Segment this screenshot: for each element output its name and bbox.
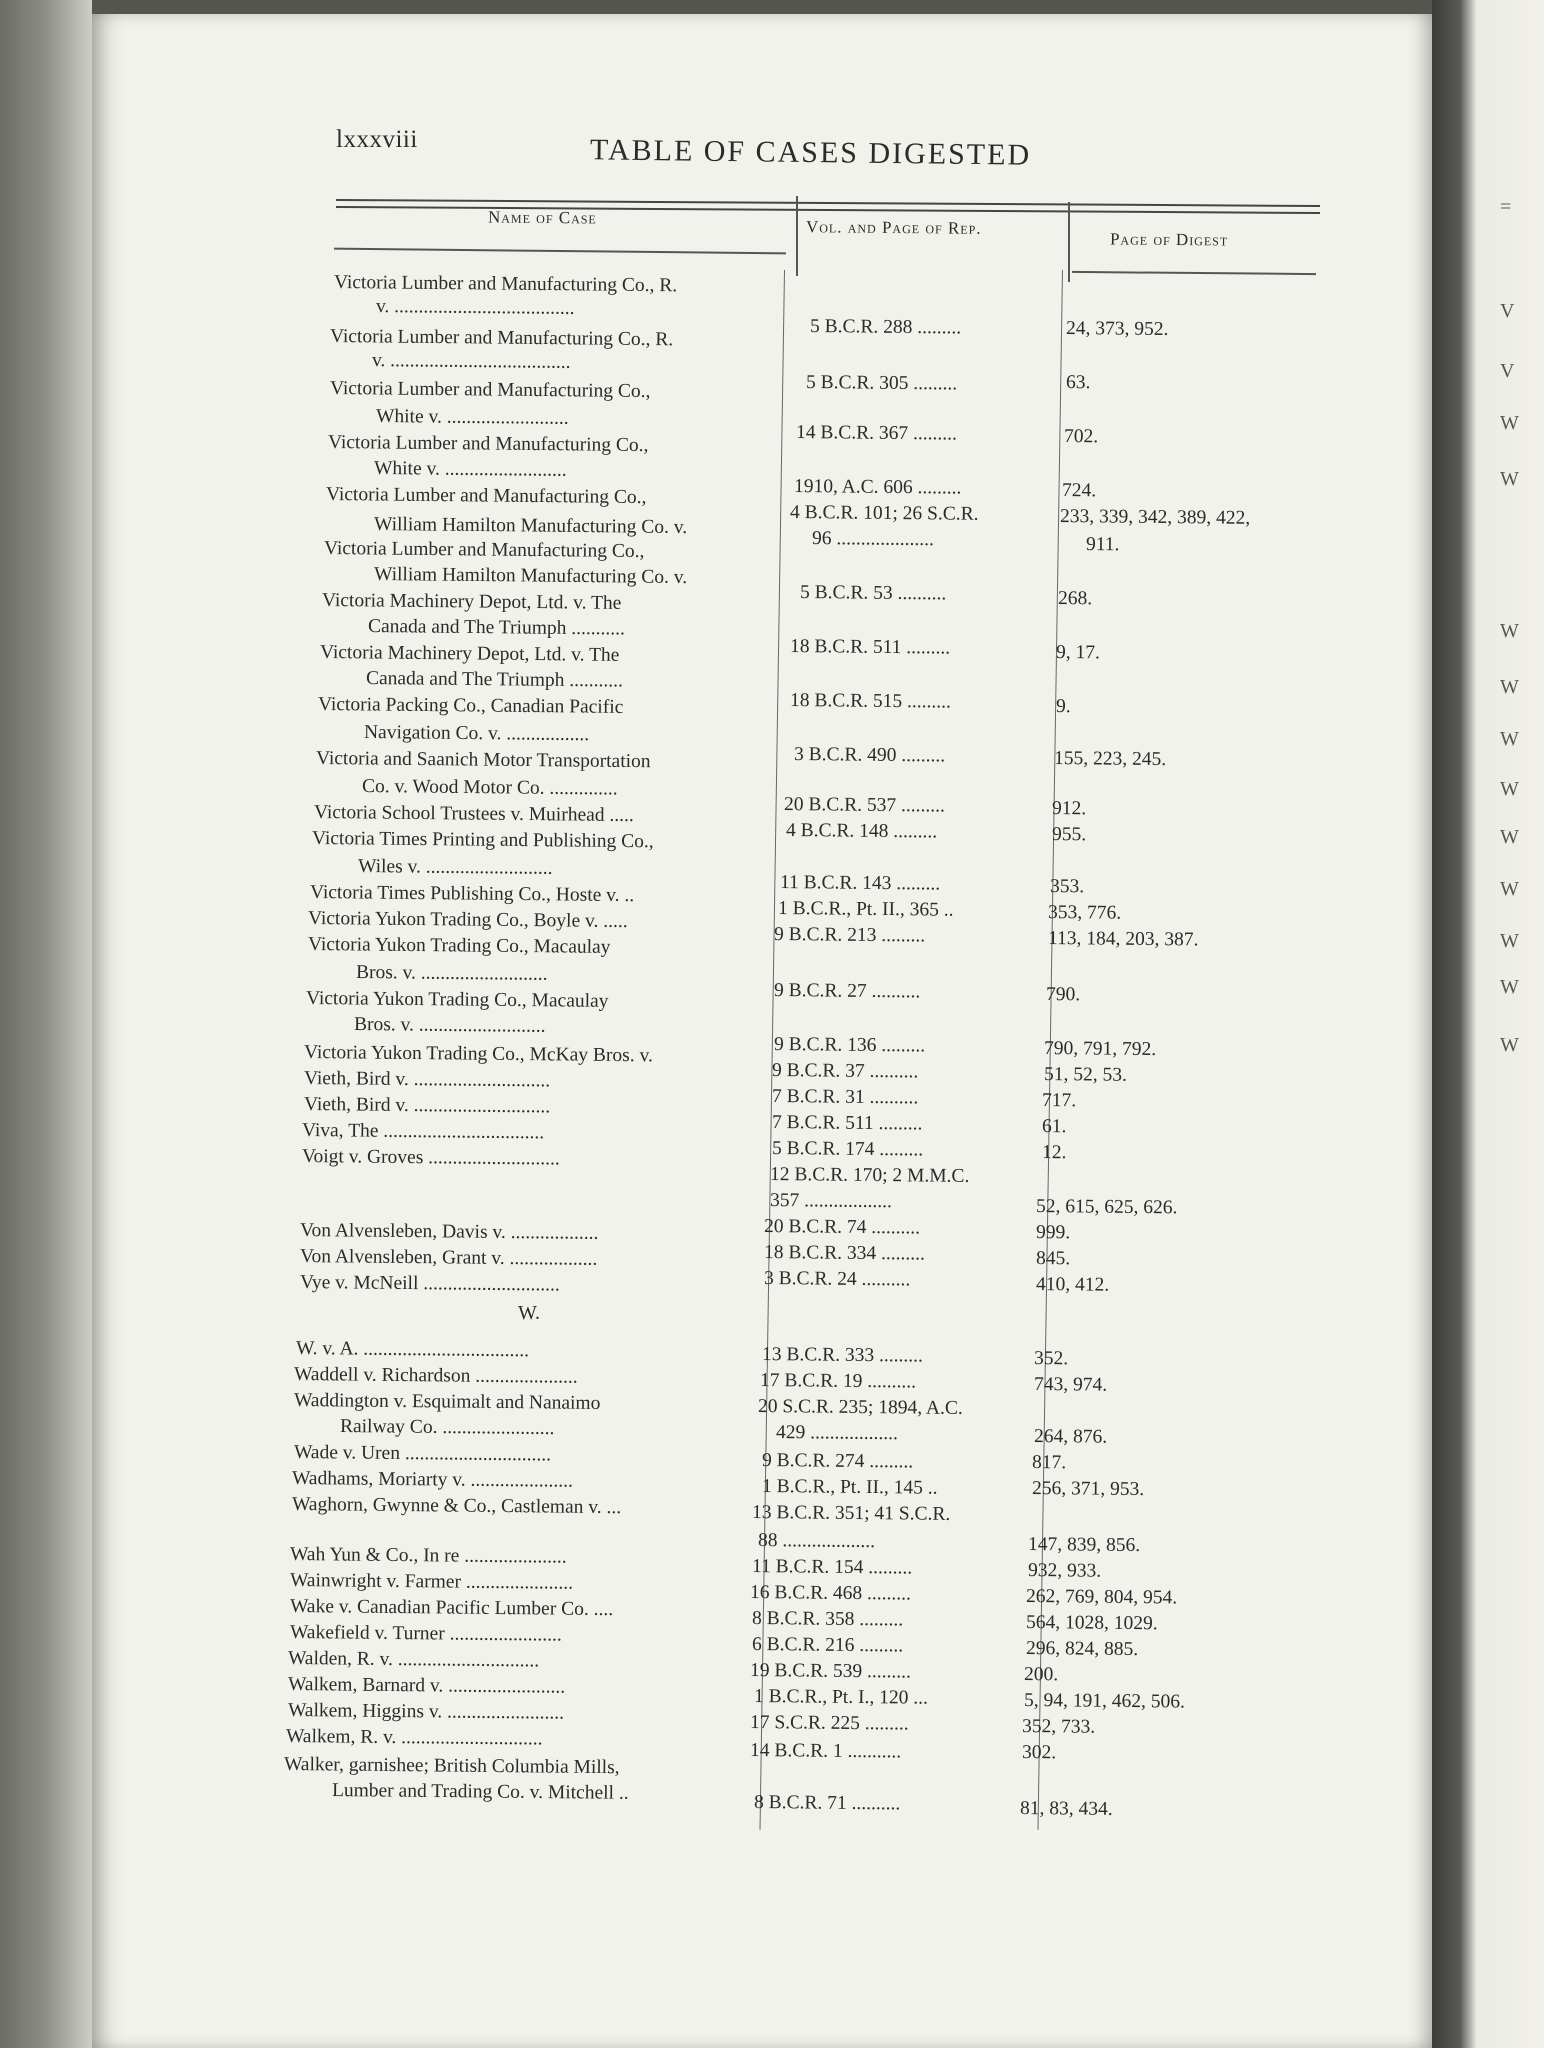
volume-page-cell: 18 B.C.R. 515 ......... <box>789 690 952 713</box>
digest-page-cell: 353. <box>1049 876 1085 898</box>
facing-page-mark: W <box>1500 930 1519 952</box>
case-name-line: Vieth, Bird v. ............................ <box>303 1068 551 1092</box>
volume-page-cell: 11 B.C.R. 154 ......... <box>751 1556 913 1579</box>
digest-page-cell: 81, 83, 434. <box>1019 1798 1113 1820</box>
digest-page-cell: 790, 791, 792. <box>1043 1038 1157 1061</box>
volume-page-cell: 6 B.C.R. 216 ......... <box>751 1634 904 1657</box>
digest-page-cell: 5, 94, 191, 462, 506. <box>1023 1690 1185 1713</box>
facing-page-mark: W <box>1500 878 1519 900</box>
digest-page-cell: 724. <box>1061 480 1097 502</box>
volume-page-cell: 11 B.C.R. 143 ......... <box>779 872 941 895</box>
case-name-line: Waghorn, Gwynne & Co., Castleman v. ... <box>291 1494 622 1519</box>
case-name-line: Walkem, Barnard v. ........................ <box>287 1674 566 1698</box>
case-name-line: Victoria Lumber and Manufacturing Co., <box>325 484 647 509</box>
case-name-line: Lumber and Trading Co. v. Mitchell .. <box>331 1780 629 1804</box>
digest-page-cell: 932, 933. <box>1027 1560 1102 1582</box>
case-name-line: William Hamilton Manufacturing Co. v. <box>373 564 688 589</box>
volume-page-cell: 9 B.C.R. 27 .......... <box>773 980 921 1003</box>
digest-page-cell: 817. <box>1031 1452 1067 1474</box>
digest-page-cell: 353, 776. <box>1047 902 1122 924</box>
digest-page-cell: 256, 371, 953. <box>1031 1478 1145 1501</box>
case-name-line: Viva, The ................................. <box>301 1120 545 1144</box>
digest-page-cell: 410, 412. <box>1035 1274 1110 1296</box>
case-name-line: v. ..................................... <box>375 296 575 319</box>
volume-page-cell: 1 B.C.R., Pt. II., 365 .. <box>777 898 954 921</box>
case-name-line: Victoria Yukon Trading Co., Macaulay <box>307 934 611 958</box>
volume-page-cell: 3 B.C.R. 24 .......... <box>763 1268 911 1291</box>
digest-page-cell: 9, 17. <box>1055 642 1100 664</box>
volume-page-cell: 1 B.C.R., Pt. II., 145 .. <box>761 1476 938 1499</box>
facing-page-mark: W <box>1500 468 1519 490</box>
digest-page-cell: 52, 615, 625, 626. <box>1035 1196 1178 1219</box>
column-header-vol: Vol. and Page of Rep. <box>805 217 982 238</box>
case-name-line: Victoria School Trustees v. Muirhead ..... <box>313 802 634 827</box>
digest-page-cell: 24, 373, 952. <box>1065 318 1169 340</box>
volume-page-cell: 20 S.C.R. 235; 1894, A.C. <box>757 1396 963 1419</box>
digest-page-cell: 717. <box>1041 1090 1077 1112</box>
facing-page-mark: W <box>1500 1034 1519 1056</box>
volume-page-cell: 17 B.C.R. 19 .......... <box>759 1370 917 1393</box>
volume-page-cell: 88 ................... <box>757 1530 876 1553</box>
case-name-line: Victoria and Saanich Motor Transportation <box>315 748 651 773</box>
case-name-line: Victoria Yukon Trading Co., Boyle v. ..... <box>307 908 628 933</box>
case-name-line: Victoria Times Printing and Publishing Co., <box>311 828 654 853</box>
case-name-line: Canada and The Triumph ........... <box>365 668 624 692</box>
case-name-line: Bros. v. .......................... <box>355 962 548 985</box>
volume-page-cell: 7 B.C.R. 31 .......... <box>771 1086 919 1109</box>
volume-page-cell: 1910, A.C. 606 ......... <box>793 476 962 499</box>
volume-page-cell: 14 B.C.R. 1 ........... <box>749 1740 902 1763</box>
digest-page-cell: 352. <box>1033 1348 1069 1370</box>
volume-page-cell: 4 B.C.R. 101; 26 S.C.R. <box>789 502 979 525</box>
digest-page-cell: 113, 184, 203, 387. <box>1047 928 1199 951</box>
digest-page-cell: 911. <box>1085 534 1120 556</box>
volume-page-cell: 19 B.C.R. 539 ......... <box>749 1660 912 1683</box>
case-name-line: Waddington v. Esquimalt and Nanaimo <box>293 1390 601 1414</box>
volume-page-cell: 5 B.C.R. 53 .......... <box>799 582 947 605</box>
case-name-line: Walkem, Higgins v. ........................ <box>287 1700 565 1724</box>
case-name-line: Wade v. Uren .............................. <box>293 1442 552 1466</box>
case-name-line: Wah Yun & Co., In re ..................... <box>289 1544 567 1568</box>
case-name-line: Canada and The Triumph ........... <box>367 616 626 640</box>
case-name-line: Victoria Yukon Trading Co., Macaulay <box>305 988 609 1012</box>
facing-page-mark: W <box>1500 620 1519 642</box>
case-name-line: Victoria Packing Co., Canadian Pacific <box>317 694 624 718</box>
facing-page-mark: W <box>1500 676 1519 698</box>
facing-page-mark: W <box>1500 728 1519 750</box>
digest-page-cell: 845. <box>1035 1248 1071 1270</box>
digest-page-cell: 352, 733. <box>1021 1716 1096 1738</box>
case-name-line: Victoria Lumber and Manufacturing Co., <box>327 432 649 457</box>
case-name-line: Victoria Lumber and Manufacturing Co., R. <box>329 326 674 351</box>
volume-page-cell: 7 B.C.R. 511 ......... <box>771 1112 923 1135</box>
digest-page-cell: 63. <box>1065 372 1091 394</box>
facing-page-mark: W <box>1500 778 1519 800</box>
digest-page-cell: 268. <box>1057 588 1093 610</box>
digest-page-cell: 912. <box>1051 798 1087 820</box>
case-name-line: Railway Co. ....................... <box>339 1416 555 1440</box>
digest-page-cell: 790. <box>1045 984 1081 1006</box>
facing-page-mark: W <box>1500 826 1519 848</box>
digest-page-cell: 233, 339, 342, 389, 422, <box>1059 506 1251 529</box>
digest-page-cell: 302. <box>1021 1742 1057 1764</box>
volume-page-cell: 20 B.C.R. 537 ......... <box>783 794 946 817</box>
case-name-line: Waddell v. Richardson ..................... <box>293 1364 578 1388</box>
case-name-line: Wakefield v. Turner ....................... <box>289 1622 562 1646</box>
case-name-line: Von Alvensleben, Grant v. .................. <box>299 1246 598 1270</box>
digest-page-cell: 61. <box>1041 1116 1067 1138</box>
page-title: TABLE OF CASES DIGESTED <box>589 133 1032 172</box>
case-name-line: Victoria Times Publishing Co., Hoste v. .. <box>309 882 635 907</box>
digest-page-cell: 296, 824, 885. <box>1025 1638 1139 1661</box>
case-name-line: Bros. v. .......................... <box>353 1014 546 1037</box>
digest-page-cell: 12. <box>1041 1142 1067 1164</box>
page-number: lxxxviii <box>336 126 418 153</box>
case-name-line: Walkem, R. v. ............................. <box>285 1726 543 1750</box>
volume-page-cell: 13 B.C.R. 333 ......... <box>761 1344 924 1367</box>
case-name-line: Wiles v. .......................... <box>357 856 553 879</box>
volume-page-cell: 14 B.C.R. 367 ......... <box>795 422 958 445</box>
volume-page-cell: 9 B.C.R. 37 .......... <box>771 1060 919 1083</box>
volume-page-cell: 18 B.C.R. 334 ......... <box>763 1242 926 1265</box>
case-name-line: Victoria Lumber and Manufacturing Co., R. <box>333 272 678 297</box>
digest-page-cell: 147, 839, 856. <box>1027 1534 1141 1557</box>
facing-page-mark: W <box>1500 412 1519 434</box>
volume-page-cell: 13 B.C.R. 351; 41 S.C.R. <box>751 1502 951 1525</box>
digest-page-cell: 999. <box>1035 1222 1071 1244</box>
volume-page-cell: 18 B.C.R. 511 ......... <box>789 636 951 659</box>
case-name-line: Victoria Yukon Trading Co., McKay Bros. v. <box>303 1042 654 1067</box>
volume-page-cell: 5 B.C.R. 174 ......... <box>771 1138 924 1161</box>
volume-page-cell: 5 B.C.R. 288 ......... <box>809 316 962 339</box>
case-name-line: White v. ......................... <box>375 406 569 429</box>
volume-page-cell: 3 B.C.R. 490 ......... <box>793 744 946 767</box>
volume-page-cell: 8 B.C.R. 71 .......... <box>753 1792 901 1815</box>
case-name-line: Co. v. Wood Motor Co. .............. <box>361 776 618 800</box>
case-name-line: Von Alvensleben, Davis v. .................. <box>299 1220 599 1244</box>
volume-page-cell: 20 B.C.R. 74 .......... <box>763 1216 921 1239</box>
case-name-line: Wake v. Canadian Pacific Lumber Co. .... <box>289 1596 614 1621</box>
case-name-line: Victoria Machinery Depot, Ltd. v. The <box>321 590 622 614</box>
case-name-line: Voigt v. Groves ........................... <box>301 1146 560 1170</box>
case-name-line: W. v. A. .................................. <box>295 1338 530 1362</box>
volume-page-cell: 96 .................... <box>811 528 934 551</box>
case-name-line: Victoria Lumber and Manufacturing Co., <box>323 538 645 563</box>
case-name-line: Vieth, Bird v. ............................ <box>303 1094 551 1118</box>
volume-page-cell: 4 B.C.R. 148 ......... <box>785 820 938 843</box>
volume-page-cell: 357 .................. <box>769 1190 892 1213</box>
case-name-line: Walden, R. v. ............................. <box>287 1648 540 1672</box>
digest-page-cell: 955. <box>1051 824 1087 846</box>
facing-page-mark: V <box>1500 360 1515 382</box>
case-name-line: Victoria Machinery Depot, Ltd. v. The <box>319 642 620 666</box>
volume-page-cell: 1 B.C.R., Pt. I., 120 ... <box>753 1686 929 1709</box>
facing-page-mark: V <box>1500 300 1515 322</box>
case-name-line: Victoria Lumber and Manufacturing Co., <box>329 378 651 403</box>
volume-page-cell: 16 B.C.R. 468 ......... <box>749 1582 912 1605</box>
digest-page-cell: 702. <box>1063 426 1099 448</box>
digest-page-cell: 155, 223, 245. <box>1053 748 1167 771</box>
case-name-line: William Hamilton Manufacturing Co. v. <box>373 514 688 539</box>
column-header-digest: Page of Digest <box>1109 229 1229 250</box>
case-name-line: Wainwright v. Farmer ...................... <box>289 1570 574 1594</box>
volume-page-cell: 12 B.C.R. 170; 2 M.M.C. <box>769 1164 970 1187</box>
column-header-name: Name of Case <box>487 207 597 228</box>
volume-page-cell: 17 S.C.R. 225 ......... <box>749 1712 909 1735</box>
digest-page-cell: 51, 52, 53. <box>1043 1064 1127 1086</box>
digest-page-cell: 9. <box>1055 696 1071 718</box>
case-name-line: Walker, garnishee; British Columbia Mills, <box>283 1754 620 1779</box>
facing-page-mark: = <box>1500 196 1512 218</box>
digest-page-cell: 264, 876. <box>1033 1426 1108 1448</box>
case-name-line: Wadhams, Moriarty v. ..................... <box>291 1468 574 1492</box>
case-name-line: v. ..................................... <box>371 350 571 373</box>
volume-page-cell: 9 B.C.R. 136 ......... <box>773 1034 926 1057</box>
volume-page-cell: 9 B.C.R. 213 ......... <box>773 924 926 947</box>
case-name-line: Navigation Co. v. ................. <box>363 722 590 746</box>
facing-page-mark: W <box>1500 976 1519 998</box>
section-letter-w: W. <box>518 1302 541 1324</box>
digest-page-cell: 200. <box>1023 1664 1059 1686</box>
case-name-line: White v. ......................... <box>373 458 567 481</box>
volume-page-cell: 9 B.C.R. 274 ......... <box>761 1450 914 1473</box>
volume-page-cell: 429 .................. <box>775 1422 898 1445</box>
digest-page-cell: 564, 1028, 1029. <box>1025 1612 1158 1635</box>
volume-page-cell: 8 B.C.R. 358 ......... <box>751 1608 904 1631</box>
digest-page-cell: 262, 769, 804, 954. <box>1025 1586 1178 1609</box>
digest-page-cell: 743, 974. <box>1033 1374 1108 1396</box>
case-name-line: Vye v. McNeill ............................ <box>299 1272 560 1296</box>
volume-page-cell: 5 B.C.R. 305 ......... <box>805 372 958 395</box>
